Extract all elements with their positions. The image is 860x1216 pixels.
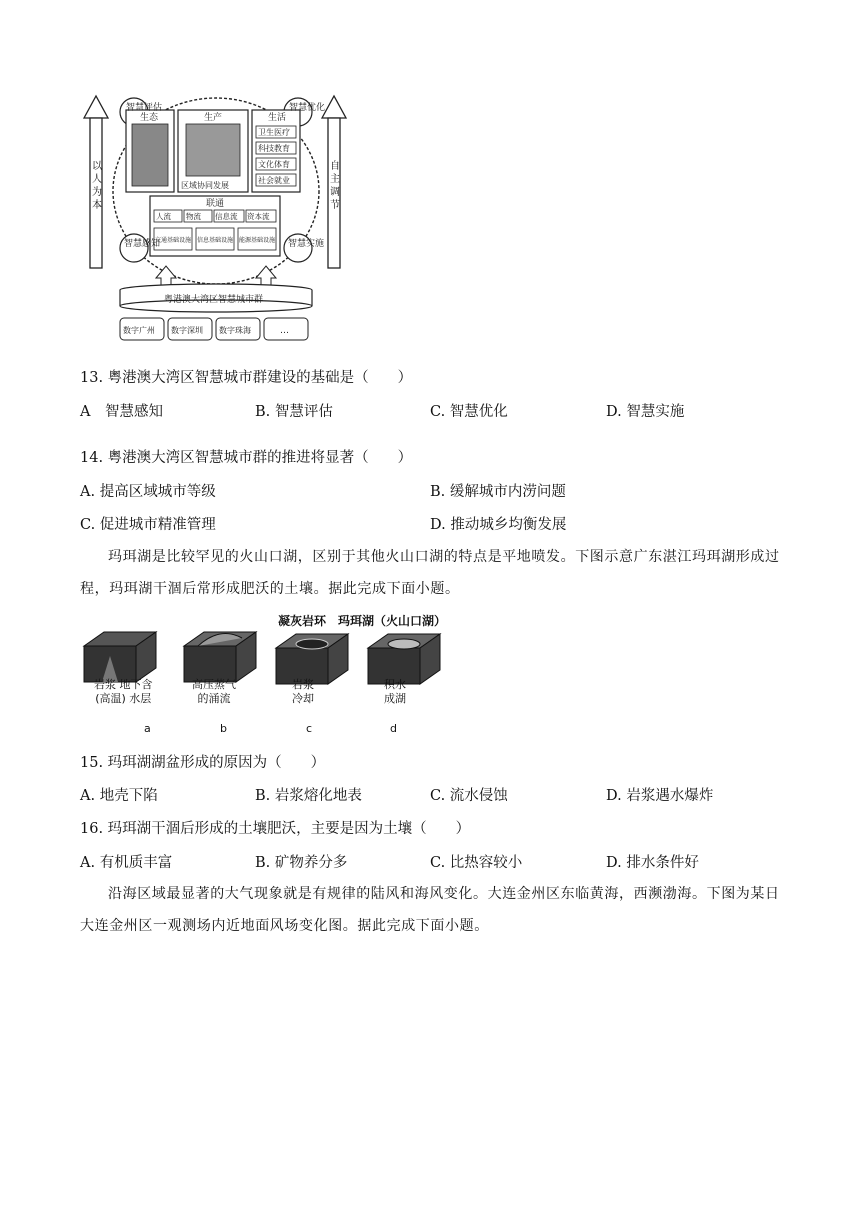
smart-city-diagram xyxy=(82,88,354,350)
q13-option-a[interactable]: A 智慧感知 xyxy=(80,404,163,420)
q16-option-a[interactable]: A. 有机质丰富 xyxy=(80,855,173,871)
city-guangzhou: 数字广州 xyxy=(123,326,155,335)
q14-option-b[interactable]: B. 缓解城市内涝问题 xyxy=(430,484,566,500)
block-a xyxy=(84,632,156,682)
figure2-top-label: 凝灰岩环 玛珥湖（火山口湖） xyxy=(278,614,447,628)
passage-maar-lake: 玛珥湖是比较罕见的火山口湖，区别于其他火山口湖的特点是平地喷发。下图示意广东湛江玛珥湖形成过程，玛珥湖干涸后常形成肥沃的土壤。据此完成下面小题。 xyxy=(80,549,780,597)
flow-capital: 资本流 xyxy=(247,212,270,221)
life-label: 生活 xyxy=(268,113,287,123)
q13-stem: 13. 粤港澳大湾区智慧城市群建设的基础是（ ） xyxy=(80,370,413,386)
infra-info: 信息基础设施 xyxy=(197,237,234,244)
base-label: 粤港澳大湾区智慧城市群 xyxy=(164,295,264,305)
caption-d: 积水 成湖 xyxy=(384,678,406,705)
q15-option-a[interactable]: A. 地壳下陷 xyxy=(80,788,158,804)
infra-transport: 交通基础设施 xyxy=(155,237,192,244)
flow-info: 信息流 xyxy=(215,212,238,221)
q13-option-d[interactable]: D. 智慧实施 xyxy=(606,404,685,420)
flow-goods: 物流 xyxy=(186,212,201,221)
maar-lake-figure xyxy=(80,612,480,738)
block-c xyxy=(276,634,348,684)
production-box-inner xyxy=(186,124,240,176)
life-item-1: 卫生医疗 xyxy=(258,128,290,137)
letter-a: a xyxy=(144,722,151,735)
letter-b: b xyxy=(220,722,227,735)
q15-stem: 15. 玛珥湖湖盆形成的原因为（ ） xyxy=(80,755,326,771)
life-item-3: 文化体育 xyxy=(258,160,290,169)
passage-land-sea-breeze: 沿海区域最显著的大气现象就是有规律的陆风和海风变化。大连金州区东临黄海，西濒渤海。下图为某日大连金州区一观测场内近地面风场变化图。据此完成下面小题。 xyxy=(80,886,780,934)
q14-option-d[interactable]: D. 推动城乡均衡发展 xyxy=(430,517,567,533)
letter-c: c xyxy=(306,722,313,735)
caption-a: 岩浆 地下含 (高温) 水层 xyxy=(94,678,153,705)
city-shenzhen: 数字深圳 xyxy=(171,326,203,335)
q14-stem: 14. 粤港澳大湾区智慧城市群的推进将显著（ ） xyxy=(80,450,413,466)
corner-label-optimize: 智慧优化 xyxy=(289,103,326,113)
q13-option-c[interactable]: C. 智慧优化 xyxy=(430,404,508,420)
block-d xyxy=(368,634,440,684)
q16-stem: 16. 玛珥湖干涸后形成的土壤肥沃，主要是因为土壤（ ） xyxy=(80,821,471,837)
q14-option-a[interactable]: A. 提高区域城市等级 xyxy=(80,484,216,500)
q13-option-b[interactable]: B. 智慧评估 xyxy=(255,404,333,420)
letter-d: d xyxy=(390,722,397,735)
production-sub-label: 区域协同发展 xyxy=(181,181,229,190)
q16-option-c[interactable]: C. 比热容较小 xyxy=(430,855,523,871)
city-zhuhai: 数字珠海 xyxy=(219,326,251,335)
right-arrow-label: 自主调节 xyxy=(330,161,340,211)
q16-option-b[interactable]: B. 矿物养分多 xyxy=(255,855,348,871)
q15-option-b[interactable]: B. 岩浆熔化地表 xyxy=(255,788,362,804)
corner-label-perceive: 智慧感知 xyxy=(124,239,161,249)
q16-option-d[interactable]: D. 排水条件好 xyxy=(606,855,699,871)
connectivity-label: 联通 xyxy=(206,199,225,209)
flow-people: 人流 xyxy=(156,212,171,221)
infra-energy: 能源基础设施 xyxy=(239,237,276,244)
corner-label-implement: 智慧实施 xyxy=(288,239,325,249)
ecology-label: 生态 xyxy=(140,113,159,123)
q15-option-c[interactable]: C. 流水侵蚀 xyxy=(430,788,508,804)
city-more: … xyxy=(280,326,289,336)
ecology-box-inner xyxy=(132,124,168,186)
q15-option-d[interactable]: D. 岩浆遇水爆炸 xyxy=(606,788,714,804)
caption-c: 岩浆 冷却 xyxy=(292,678,314,705)
left-arrow-label: 以人为本 xyxy=(92,161,102,211)
life-item-2: 科技教育 xyxy=(258,144,290,153)
life-item-4: 社会就业 xyxy=(258,176,290,185)
corner-label-evaluate: 智慧评估 xyxy=(126,103,163,113)
block-b xyxy=(184,632,256,682)
caption-b: 高压蒸气 的涌流 xyxy=(192,678,236,705)
production-label: 生产 xyxy=(204,113,223,123)
q14-option-c[interactable]: C. 促进城市精准管理 xyxy=(80,517,216,533)
